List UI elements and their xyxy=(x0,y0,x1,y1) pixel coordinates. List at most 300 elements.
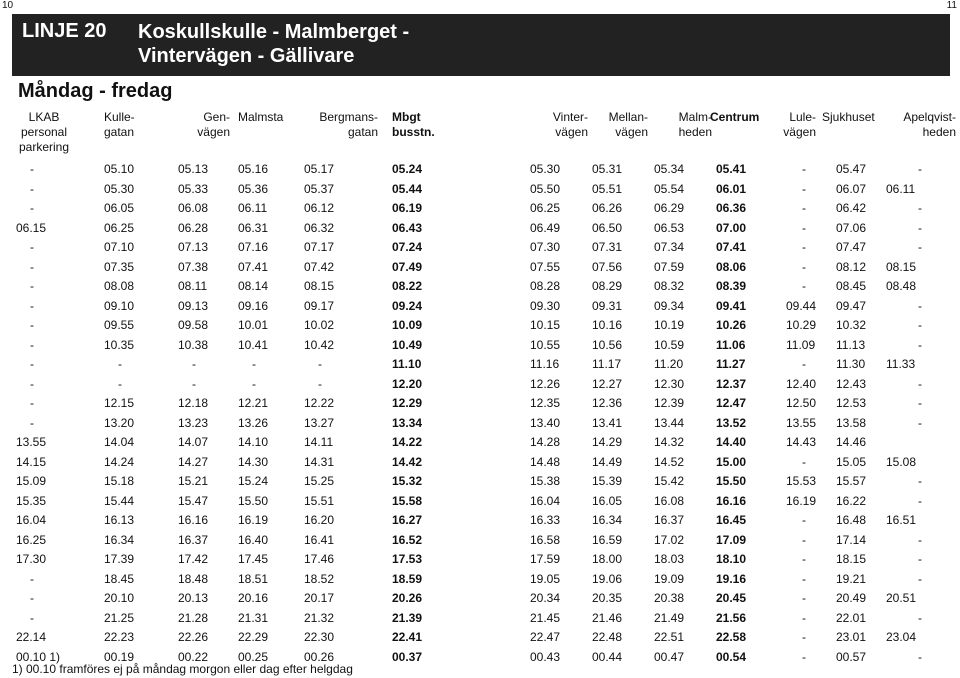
timetable-cell: 07.00 xyxy=(716,220,747,235)
timetable-cell: 12.15 xyxy=(104,396,135,410)
timetable-cell: 12.47 xyxy=(716,396,747,410)
timetable-cell: 22.29 xyxy=(238,630,269,644)
timetable-cell: 16.51 xyxy=(886,513,917,527)
timetable-cell: - xyxy=(30,396,34,410)
timetable-cell: 11.13 xyxy=(836,337,866,352)
column-header: Kulle- gatan xyxy=(104,110,135,139)
timetable-cell: 18.15 xyxy=(836,552,867,566)
timetable-cell: 12.43 xyxy=(836,376,867,391)
timetable-cell: 09.31 xyxy=(592,298,623,313)
timetable-cell: 07.59 xyxy=(654,259,685,274)
timetable-cell: 16.34 xyxy=(592,513,623,527)
timetable-cell: 09.34 xyxy=(654,298,685,313)
timetable-cell: 00.22 xyxy=(178,649,209,664)
timetable-cell: 13.55 xyxy=(786,415,817,430)
timetable-cell: 19.21 xyxy=(836,571,867,586)
timetable-cell: 22.30 xyxy=(304,630,335,644)
timetable-cell: 07.34 xyxy=(654,240,685,254)
timetable-cell: 09.24 xyxy=(392,298,423,313)
timetable-cell: 00.37 xyxy=(392,649,423,664)
timetable-cell: 15.51 xyxy=(304,493,335,508)
timetable-cell: 08.11 xyxy=(178,279,208,293)
footnote: 1) 00.10 framföres ej på måndag morgon eller dag efter helgdag xyxy=(12,662,353,676)
column-header: LKAB personal parkering xyxy=(18,110,70,154)
timetable-cell: 16.34 xyxy=(104,532,135,547)
timetable-cell: 16.16 xyxy=(716,493,747,508)
timetable-cell: - xyxy=(30,259,34,274)
timetable-cell: - xyxy=(30,610,34,625)
timetable-cell: 08.22 xyxy=(392,279,423,293)
timetable-cell: 23.01 xyxy=(836,630,867,644)
timetable-cell: 08.14 xyxy=(238,279,269,293)
timetable-cell: 21.32 xyxy=(304,610,335,625)
timetable-cell: 10.01 xyxy=(238,318,269,332)
timetable-cell: 22.14 xyxy=(16,630,47,644)
timetable-cell: 16.25 xyxy=(16,532,47,547)
timetable-cell: 06.43 xyxy=(392,220,423,235)
timetable-cell: - xyxy=(918,610,922,625)
timetable-cell: 20.38 xyxy=(654,591,685,605)
timetable-cell: - xyxy=(30,357,34,371)
timetable-cell: 06.01 xyxy=(716,181,747,196)
timetable-cell: - xyxy=(918,220,922,235)
timetable-cell: 07.17 xyxy=(304,240,335,254)
timetable-cell: 00.44 xyxy=(592,649,623,664)
timetable-cell: 14.48 xyxy=(530,454,561,469)
timetable-cell: 15.24 xyxy=(238,474,269,488)
timetable-cell: 15.50 xyxy=(716,474,747,488)
timetable-cell: 20.45 xyxy=(716,591,747,605)
row-band xyxy=(12,198,950,216)
timetable-cell: - xyxy=(918,318,922,332)
timetable-cell: 10.35 xyxy=(104,337,135,352)
timetable-cell: 12.22 xyxy=(304,396,335,410)
timetable-cell: - xyxy=(918,474,922,488)
timetable-cell: 10.29 xyxy=(786,318,817,332)
timetable-cell: 17.30 xyxy=(16,552,47,566)
timetable-cell: 00.26 xyxy=(304,649,335,664)
timetable-cell: 05.10 xyxy=(104,162,135,176)
timetable-cell: 05.47 xyxy=(836,162,867,176)
timetable-cell: 15.35 xyxy=(16,493,47,508)
timetable-cell: - xyxy=(802,181,806,196)
timetable-cell: 14.11 xyxy=(304,435,334,449)
timetable-cell: - xyxy=(802,454,806,469)
timetable-cell: 06.25 xyxy=(104,220,135,235)
timetable-cell: - xyxy=(918,415,922,430)
timetable-cell: 21.45 xyxy=(530,610,561,625)
timetable-cell: 06.15 xyxy=(16,220,47,235)
timetable-cell: 22.47 xyxy=(530,630,561,644)
timetable-cell: - xyxy=(802,259,806,274)
timetable-cell: 14.10 xyxy=(238,435,269,449)
route-title-line2: Vintervägen - Gällivare xyxy=(138,45,355,67)
column-header: Vinter- vägen xyxy=(552,110,588,139)
timetable-cell: - xyxy=(30,318,34,332)
timetable-cell: 16.40 xyxy=(238,532,269,547)
timetable-cell: 00.54 xyxy=(716,649,747,664)
timetable-cell: 13.23 xyxy=(178,415,209,430)
timetable-cell: 10.26 xyxy=(716,318,747,332)
timetable-cell: 16.33 xyxy=(530,513,561,527)
timetable-cell: 06.05 xyxy=(104,201,135,215)
column-header: Lule- vägen xyxy=(783,110,816,139)
timetable-cell: 10.59 xyxy=(654,337,685,352)
timetable-cell: 00.47 xyxy=(654,649,685,664)
timetable-cell: - xyxy=(802,162,806,176)
timetable-cell: 06.42 xyxy=(836,201,867,215)
timetable-cell: 16.19 xyxy=(238,513,269,527)
timetable-cell: 09.47 xyxy=(836,298,867,313)
timetable-cell: - xyxy=(118,357,122,371)
timetable-cell: - xyxy=(30,337,34,352)
timetable-cell: 16.22 xyxy=(836,493,867,508)
timetable-cell: 17.53 xyxy=(392,552,423,566)
timetable-cell: 05.13 xyxy=(178,162,209,176)
timetable-cell: - xyxy=(318,376,322,391)
row-band xyxy=(12,510,950,528)
timetable-cell: 17.02 xyxy=(654,532,685,547)
timetable-cell: 16.04 xyxy=(530,493,561,508)
timetable-cell: - xyxy=(252,357,256,371)
timetable-cell: 17.42 xyxy=(178,552,209,566)
timetable-cell: 15.09 xyxy=(16,474,47,488)
route-title-line1: Koskullskulle - Malmberget - xyxy=(138,21,410,43)
timetable-cell: - xyxy=(918,493,922,508)
timetable-cell: 00.25 xyxy=(238,649,269,664)
timetable-cell: 05.34 xyxy=(654,162,685,176)
timetable-cell: 05.36 xyxy=(238,181,269,196)
timetable-cell: 16.16 xyxy=(178,513,209,527)
timetable-cell: 15.42 xyxy=(654,474,685,488)
timetable-cell: - xyxy=(802,240,806,254)
timetable-cell: 12.21 xyxy=(238,396,269,410)
timetable-cell: 14.07 xyxy=(178,435,209,449)
timetable-cell: 18.03 xyxy=(654,552,685,566)
timetable-cell: - xyxy=(918,298,922,313)
timetable-cell: 22.26 xyxy=(178,630,209,644)
timetable-cell: 05.24 xyxy=(392,162,423,176)
timetable-cell: 07.16 xyxy=(238,240,269,254)
timetable-cell: 21.49 xyxy=(654,610,685,625)
timetable-cell: 05.51 xyxy=(592,181,623,196)
timetable-cell: 09.30 xyxy=(530,298,561,313)
timetable-cell: - xyxy=(30,181,34,196)
timetable-cell: 21.28 xyxy=(178,610,209,625)
timetable-cell: 06.08 xyxy=(178,201,209,215)
timetable-cell: 12.29 xyxy=(392,396,423,410)
timetable-cell: - xyxy=(918,376,922,391)
timetable-cell: 07.56 xyxy=(592,259,623,274)
timetable-cell: - xyxy=(918,396,922,410)
timetable-cell: 10.49 xyxy=(392,337,423,352)
timetable-cell: 17.45 xyxy=(238,552,269,566)
timetable-cell: 16.19 xyxy=(786,493,817,508)
timetable-cell: 12.39 xyxy=(654,396,685,410)
timetable-cell: 13.20 xyxy=(104,415,135,430)
timetable-cell: 18.00 xyxy=(592,552,623,566)
timetable-cell: 14.29 xyxy=(592,435,623,449)
timetable-cell: 08.48 xyxy=(886,279,917,293)
timetable-cell: 08.32 xyxy=(654,279,685,293)
timetable-cell: 10.02 xyxy=(304,318,335,332)
timetable-cell: 00.10 1) xyxy=(16,649,61,664)
timetable-cell: 05.16 xyxy=(238,162,269,176)
timetable-cell: 08.06 xyxy=(716,259,747,274)
timetable-cell: 12.53 xyxy=(836,396,867,410)
timetable-cell: 17.14 xyxy=(836,532,867,547)
row-band xyxy=(12,237,950,255)
timetable-cell: 07.10 xyxy=(104,240,135,254)
timetable-cell: 10.16 xyxy=(592,318,623,332)
timetable-cell: 15.39 xyxy=(592,474,623,488)
timetable-cell: 16.52 xyxy=(392,532,423,547)
timetable-cell: - xyxy=(802,610,806,625)
timetable-cell: - xyxy=(918,337,922,352)
timetable-cell: 18.48 xyxy=(178,571,209,586)
timetable-cell: 19.09 xyxy=(654,571,685,586)
timetable-cell: 15.50 xyxy=(238,493,269,508)
timetable-cell: 11.17 xyxy=(592,357,622,371)
route-title xyxy=(138,20,409,68)
timetable-cell: 05.37 xyxy=(304,181,335,196)
timetable-cell: 11.30 xyxy=(836,357,866,371)
timetable-cell: 14.04 xyxy=(104,435,135,449)
timetable-cell: 07.47 xyxy=(836,240,867,254)
timetable-cell: - xyxy=(30,298,34,313)
column-header: Apelqvist- heden xyxy=(903,110,956,139)
timetable-cell: - xyxy=(802,513,806,527)
timetable-cell: 20.26 xyxy=(392,591,423,605)
page-number-right: 11 xyxy=(946,0,957,11)
timetable-cell: - xyxy=(30,415,34,430)
timetable-cell: 06.11 xyxy=(238,201,268,215)
row-band xyxy=(12,354,950,372)
timetable-cell: 10.56 xyxy=(592,337,623,352)
timetable-cell: 20.35 xyxy=(592,591,623,605)
timetable-cell: 10.19 xyxy=(654,318,685,332)
timetable-cell: 06.25 xyxy=(530,201,561,215)
timetable-cell: 20.10 xyxy=(104,591,135,605)
timetable-cell: 16.04 xyxy=(16,513,47,527)
timetable-cell: 21.25 xyxy=(104,610,135,625)
timetable-cell: 15.38 xyxy=(530,474,561,488)
timetable-cell: 08.39 xyxy=(716,279,747,293)
column-header: Centrum xyxy=(710,110,760,124)
timetable-cell: 07.38 xyxy=(178,259,209,274)
timetable-cell: 06.50 xyxy=(592,220,623,235)
timetable-cell: 15.21 xyxy=(178,474,209,488)
timetable-cell: 09.44 xyxy=(786,298,817,313)
timetable-cell: 22.23 xyxy=(104,630,135,644)
timetable-cell: 05.30 xyxy=(530,162,561,176)
timetable-cell: 15.58 xyxy=(392,493,423,508)
timetable-cell: 14.52 xyxy=(654,454,685,469)
timetable-cell: 09.10 xyxy=(104,298,135,313)
timetable-cell: 09.13 xyxy=(178,298,209,313)
timetable-cell: 18.59 xyxy=(392,571,423,586)
timetable-cell: - xyxy=(802,220,806,235)
timetable-cell: 10.41 xyxy=(238,337,269,352)
timetable-cell: - xyxy=(918,162,922,176)
row-band xyxy=(12,627,950,645)
row-band xyxy=(12,276,950,294)
timetable-cell: 16.13 xyxy=(104,513,135,527)
timetable-cell: 14.31 xyxy=(304,454,335,469)
timetable-cell: 12.40 xyxy=(786,376,817,391)
timetable-cell: - xyxy=(30,201,34,215)
timetable-cell: 19.05 xyxy=(530,571,561,586)
row-band xyxy=(12,159,950,177)
timetable-cell: - xyxy=(318,357,322,371)
timetable-cell: - xyxy=(30,376,34,391)
column-header: Gen- vägen xyxy=(197,110,230,139)
timetable-cell: 13.44 xyxy=(654,415,685,430)
timetable-cell: 16.05 xyxy=(592,493,623,508)
timetable-cell: 10.15 xyxy=(530,318,561,332)
timetable-cell: 14.30 xyxy=(238,454,269,469)
timetable-cell: 13.55 xyxy=(16,435,47,449)
timetable-cell: 20.49 xyxy=(836,591,867,605)
timetable-cell: 06.11 xyxy=(886,181,916,196)
timetable-cell: 16.37 xyxy=(178,532,209,547)
timetable-cell: - xyxy=(30,591,34,605)
timetable-cell: 08.12 xyxy=(836,259,867,274)
timetable-cell: 12.35 xyxy=(530,396,561,410)
timetable-cell: 10.55 xyxy=(530,337,561,352)
timetable-cell: - xyxy=(918,649,922,664)
timetable-cell: 07.24 xyxy=(392,240,423,254)
timetable-cell: 12.36 xyxy=(592,396,623,410)
timetable-cell: 14.42 xyxy=(392,454,423,469)
timetable-cell: - xyxy=(918,201,922,215)
service-days: Måndag - fredag xyxy=(18,80,173,102)
timetable-cell: 11.20 xyxy=(654,357,684,371)
timetable-cell: 17.39 xyxy=(104,552,135,566)
timetable-cell: 14.15 xyxy=(16,454,47,469)
timetable-cell: 18.45 xyxy=(104,571,135,586)
timetable-cell: - xyxy=(802,591,806,605)
timetable-cell: 19.16 xyxy=(716,571,747,586)
timetable-cell: 17.09 xyxy=(716,532,747,547)
timetable-cell: 06.26 xyxy=(592,201,623,215)
timetable-cell: 20.51 xyxy=(886,591,917,605)
timetable-cell: 16.41 xyxy=(304,532,335,547)
timetable-cell: 07.41 xyxy=(238,259,269,274)
timetable-cell: 22.41 xyxy=(392,630,423,644)
timetable-cell: 07.31 xyxy=(592,240,623,254)
timetable-cell: 13.34 xyxy=(392,415,423,430)
timetable-cell: 05.33 xyxy=(178,181,209,196)
timetable-cell: 13.27 xyxy=(304,415,335,430)
timetable-cell: 09.55 xyxy=(104,318,135,332)
timetable-cell: 07.49 xyxy=(392,259,423,274)
timetable-cell: 06.49 xyxy=(530,220,561,235)
timetable-cell: 08.08 xyxy=(104,279,135,293)
timetable-cell: 16.59 xyxy=(592,532,623,547)
column-header: Mellan- vägen xyxy=(608,110,648,139)
column-header: Sjukhuset xyxy=(822,110,875,124)
timetable-cell: 16.37 xyxy=(654,513,685,527)
timetable-cell: - xyxy=(30,240,34,254)
timetable-cell: 12.50 xyxy=(786,396,817,410)
timetable-cell: 07.35 xyxy=(104,259,135,274)
timetable-cell: 11.27 xyxy=(716,357,746,371)
timetable-cell: 05.31 xyxy=(592,162,623,176)
timetable-cell: - xyxy=(918,240,922,254)
timetable-cell: - xyxy=(252,376,256,391)
timetable-cell: 16.58 xyxy=(530,532,561,547)
timetable-cell: 15.18 xyxy=(104,474,135,488)
timetable-cell: - xyxy=(918,532,922,547)
timetable-cell: 13.40 xyxy=(530,415,561,430)
timetable-cell: 14.40 xyxy=(716,435,747,449)
timetable-cell: - xyxy=(30,571,34,586)
timetable-cell: - xyxy=(30,162,34,176)
timetable-cell: 15.00 xyxy=(716,454,747,469)
timetable-cell: 06.19 xyxy=(392,201,423,215)
timetable-cell: 10.38 xyxy=(178,337,209,352)
timetable-cell: 18.52 xyxy=(304,571,335,586)
timetable-cell: 18.51 xyxy=(238,571,269,586)
timetable-cell: 07.06 xyxy=(836,220,867,235)
timetable-cell: 09.17 xyxy=(304,298,335,313)
timetable-cell: 06.07 xyxy=(836,181,867,196)
timetable-cell: 08.28 xyxy=(530,279,561,293)
timetable-cell: 13.41 xyxy=(592,415,623,430)
timetable-cell: - xyxy=(192,376,196,391)
timetable-cell: - xyxy=(802,649,806,664)
timetable-cell: 09.58 xyxy=(178,318,209,332)
timetable-cell: 05.41 xyxy=(716,162,747,176)
timetable-cell: 00.57 xyxy=(836,649,867,664)
timetable-cell: 08.15 xyxy=(304,279,335,293)
timetable-cell: - xyxy=(802,357,806,371)
timetable-cell: 11.10 xyxy=(392,357,422,371)
timetable-cell: 10.42 xyxy=(304,337,335,352)
timetable-cell: 09.16 xyxy=(238,298,269,313)
timetable-cell: - xyxy=(802,279,806,293)
timetable-cell: 17.59 xyxy=(530,552,561,566)
timetable-cell: 15.57 xyxy=(836,474,867,488)
timetable-cell: 14.24 xyxy=(104,454,135,469)
timetable-cell: 00.43 xyxy=(530,649,561,664)
timetable-cell: 07.42 xyxy=(304,259,335,274)
timetable-cell: - xyxy=(192,357,196,371)
timetable-cell: 06.36 xyxy=(716,201,747,215)
timetable-cell: 05.17 xyxy=(304,162,335,176)
timetable-cell: 11.16 xyxy=(530,357,560,371)
column-header: Malmsta xyxy=(238,110,284,124)
timetable-cell: 16.08 xyxy=(654,493,685,508)
line-number: LINJE 20 xyxy=(22,20,107,42)
timetable-cell: - xyxy=(802,532,806,547)
timetable-cell: 07.41 xyxy=(716,240,747,254)
column-header: Malm- heden xyxy=(678,110,712,139)
timetable-cell: 14.32 xyxy=(654,435,685,449)
timetable-cell: 22.58 xyxy=(716,630,747,644)
timetable-cell: 05.54 xyxy=(654,181,685,196)
timetable-cell: 12.18 xyxy=(178,396,209,410)
row-band xyxy=(12,549,950,567)
timetable-cell: 14.49 xyxy=(592,454,623,469)
timetable-cell: 15.08 xyxy=(886,454,917,469)
timetable-cell: 14.43 xyxy=(786,435,817,449)
timetable-cell: - xyxy=(802,630,806,644)
timetable-cell: - xyxy=(30,279,34,293)
timetable-cell: 10.09 xyxy=(392,318,423,332)
timetable-cell: 07.13 xyxy=(178,240,209,254)
